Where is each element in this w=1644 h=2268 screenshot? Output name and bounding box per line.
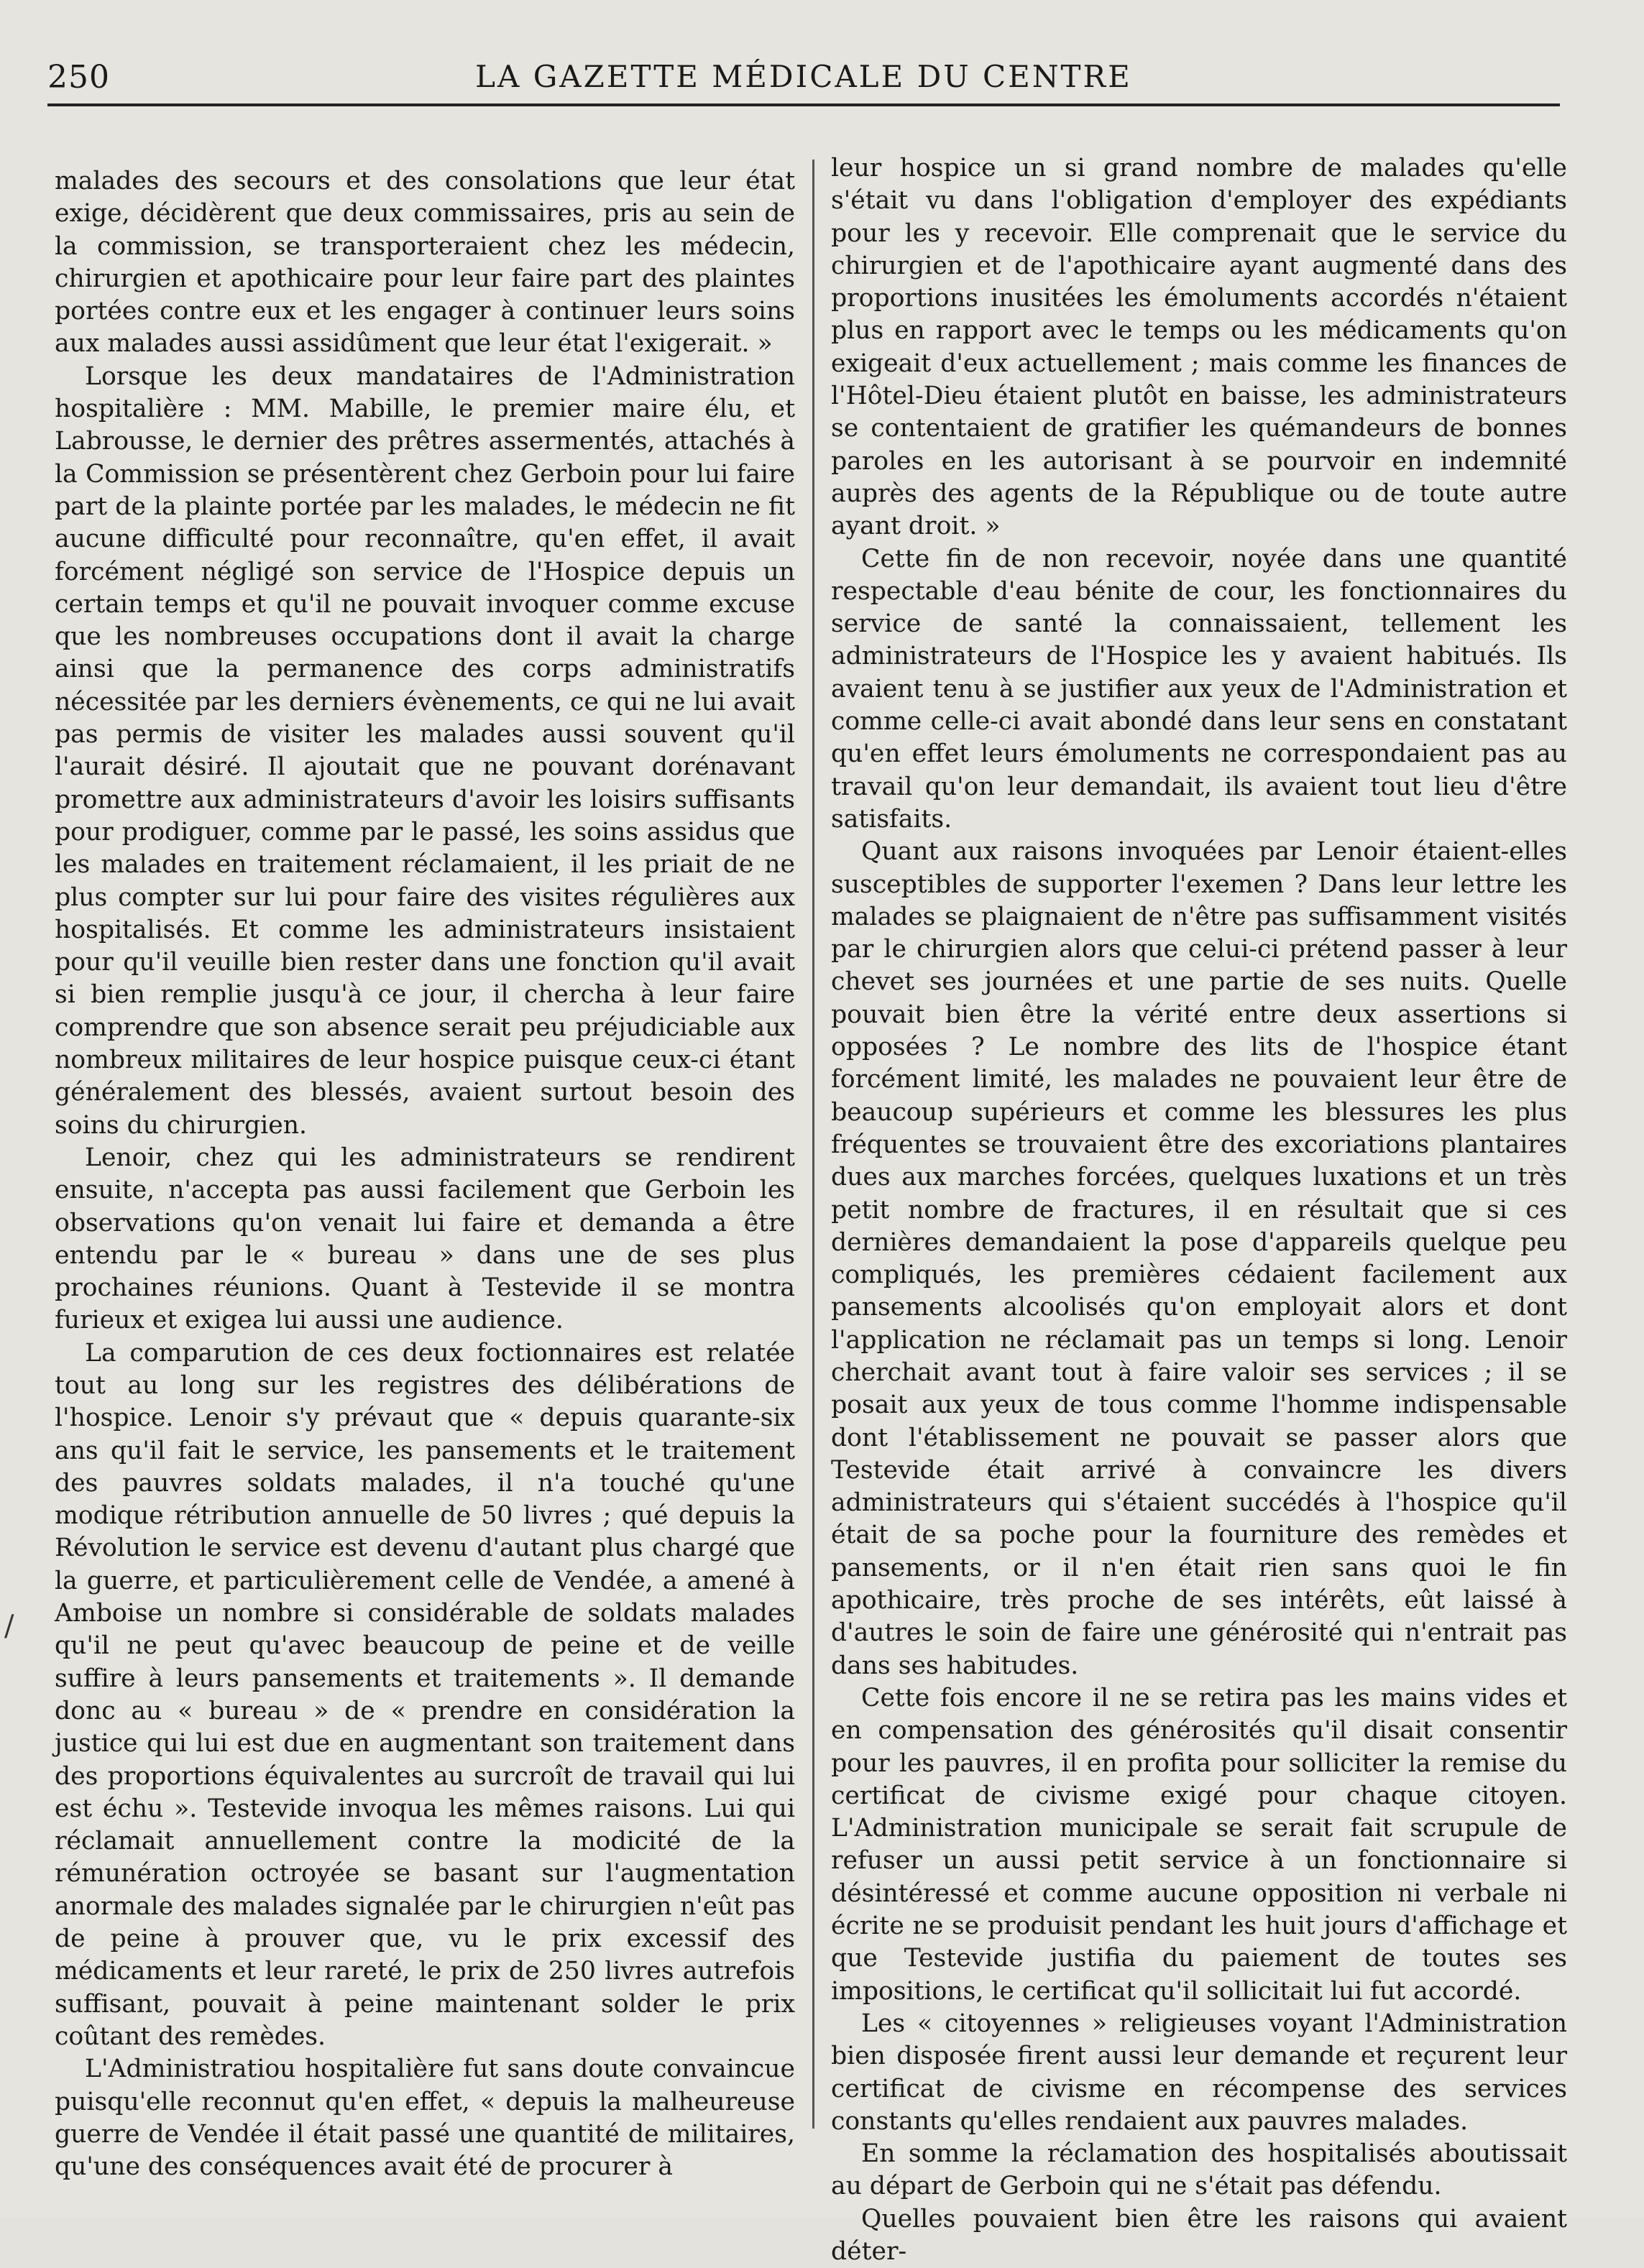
page-header	[47, 56, 1560, 106]
right-paragraph-7: Quelles pouvaient bien être les raisons qui avaient déter-	[831, 2204, 1567, 2266]
left-paragraph-1: malades des secours et des consolations que leur état exige, décidèrent que deux commissaires, pris au sein de la commission, se transporteraient chez les médecin, chirurgien et apothicaire pour leur faire part des plaintes portées contre eux et les engager à continuer leurs soins aux malades aussi assidûment que leur état l'exigerait. »	[55, 167, 795, 359]
column-divider	[812, 160, 814, 2129]
right-paragraph-5: Les « citoyennes » religieuses voyant l'Administration bien disposée firent aussi leur demande et reçurent leur certificat de civisme en récompense des services constants qu'elles rendaient aux pauvres malades.	[831, 2009, 1567, 2136]
left-paragraph-5: L'Administratiou hospitalière fut sans doute convaincue puisqu'elle reconnut qu'en effet, « depuis la malheureuse guerre de Vendée il était passé une quantité de militaires, qu'une des conséquences avait été de procurer à	[55, 2055, 795, 2182]
left-column	[55, 165, 795, 2199]
right-paragraph-4: Cette fois encore il ne se retira pas les mains vides et en compensation des générosités qu'il disait consentir pour les pauvres, il en profita pour solliciter la remise du certificat de civisme exigé pour chaque citoyen. L'Administration municipale se serait fait scrupule de refuser un aussi petit service à un fonctionnaire si désintéressé et comme aucune opposition ni verbale ni écrite ne se produisit pendant les huit jours d'affichage et que Testevide justifia du paiement de toutes ses impositions, le certificat qu'il sollicitait lui fut accordé.	[831, 1683, 1567, 2006]
right-paragraph-6: En somme la réclamation des hospitalisés aboutissait au départ de Gerboin qui ne s'était pas défendu.	[831, 2139, 1567, 2201]
right-paragraph-3: Quant aux raisons invoquées par Lenoir étaient-elles susceptibles de supporter l'exemen ? Dans leur lettre les malades se plaignaient de n'être pas suffisamment visités par le chirurgien alors que celui-ci prétend passer à leur chevet ses journées et une partie de ses nuits. Quelle pouvait bien être la vérité entre deux assertions si opposées ? Le nombre des lits de l'hospice étant forcément limité, les malades ne pouvaient leur être de beaucoup supérieurs et comme les blessures les plus fréquentes se trouvaient être des excoriations plantaires dues aux marches forcées, quelques luxations et un très petit nombre de fractures, il en résultait que si ces dernières demandaient la pose d'appareils quelque peu compliqués, les premières cédaient facilement aux pansements alcoolisés qu'on employait alors et dont l'application ne réclamait pas un temps si long. Lenoir cherchait avant tout à faire valoir ses services ; il se posait aux yeux de tous comme l'homme indispensable dont l'établissement ne pouvait se passer alors que Testevide était arrivé à convaincre les divers administrateurs qui s'étaient succédés à l'hospice qu'il était de sa poche pour la fourniture des remèdes et pansements, or il n'en était rien sans quoi le fin apothicaire, très proche de ses intérêts, eût laissé à d'autres le soin de faire une générosité qui n'entrait pas dans ses habitudes.	[831, 837, 1567, 1680]
journal-title: LA GAZETTE MÉDICALE DU CENTRE	[475, 59, 1132, 94]
right-paragraph-2: Cette fin de non recevoir, noyée dans une quantité respectable d'eau bénite de cour, les fonctionnaires du service de santé la connaissaient, tellement les administrateurs de l'Hospice les y avaient habitués. Ils avaient tenu à se justifier aux yeux de l'Administration et comme celle-ci avait abondé dans leur sens en constatant qu'en effet leurs émoluments ne correspondaient pas au travail qu'on leur demandait, ils avaient tout lieu d'être satisfaits.	[831, 544, 1567, 834]
right-paragraph-1: leur hospice un si grand nombre de malades qu'elle s'était vu dans l'obligation d'employer des expédiants pour les y recevoir. Elle comprenait que le service du chirurgien et de l'apothicaire ayant augmenté dans des proportions inusitées les émoluments accordés n'étaient plus en rapport avec le temps ou les médicaments qu'on exigeait d'eux actuellement ; mais comme les finances de l'Hôtel-Dieu étaient plutôt en baisse, les administrateurs se contentaient de gratifier les quémandeurs de bonnes paroles en les autorisant à se pourvoir en indemnité auprès des agents de la République ou de toute autre ayant droit. »	[831, 154, 1567, 541]
header-rule	[47, 103, 1560, 106]
left-paragraph-4: La comparution de ces deux foctionnaires est relatée tout au long sur les registres des délibérations de l'hospice. Lenoir s'y prévaut que « depuis quarante-six ans qu'il fait le service, les pansements et le traitement des pauvres soldats malades, il n'a touché qu'une modique rétribution annuelle de 50 livres ; qué depuis la Révolution le service est devenu d'autant plus chargé que la guerre, et particulièrement celle de Vendée, a amené à Amboise un nombre si considérable de soldats malades qu'il ne peut qu'avec beaucoup de peine et de veille suffire à leurs pansements et traitements ». Il demande donc au « bureau » de « prendre en considération la justice qui lui est due en augmentant son traitement dans des proportions équivalentes au surcroît de travail qui lui est échu ». Testevide invoqua les mêmes raisons. Lui qui réclamait annuellement contre la modicité de la rémunération octroyée se basant sur l'augmentation anormale des malades signalée par le chirurgien n'eût pas de peine à prouver que, vu le prix excessif des médicaments et leur rareté, le prix de 250 livres autrefois suffisant, pouvait à peine maintenant solder le prix coûtant des remèdes.	[55, 1338, 795, 2051]
right-column	[831, 152, 1567, 2266]
left-paragraph-2: Lorsque les deux mandataires de l'Administration hospitalière : MM. Mabille, le premier maire élu, et Labrousse, le dernier des prêtres assermentés, attachés à la Commission se présentèrent chez Gerboin pour lui faire part de la plainte portée par les malades, le médecin ne fit aucune difficulté pour reconnaître, qu'en effet, il avait forcément négligé son service de l'Hospice depuis un certain temps et qu'il ne pouvait invoquer comme excuse que les nombreuses occupations dont il avait la charge ainsi que la permanence des corps administratifs nécessitée par les derniers évènements, ce qui ne lui avait pas permis de visiter les malades aussi souvent qu'il l'aurait désiré. Il ajoutait que ne pouvant dorénavant promettre aux administrateurs d'avoir les loisirs suffisants pour prodiguer, comme par le passé, les soins assidus que les malades en traitement réclamaient, il les priait de ne plus compter sur lui pour faire des visites régulières aux hospitalisés. Et comme les administrateurs insistaient pour qu'il veuille bien rester dans une fonction qu'il avait si bien remplie jusqu'à ce jour, il chercha à leur faire comprendre que son absence serait peu préjudiciable aux nombreux militaires de leur hospice puisque ceux-ci étant généralement des blessés, avaient surtout besoin des soins du chirurgien.	[55, 361, 795, 1140]
margin-mark: /	[4, 1610, 14, 1643]
left-paragraph-3: Lenoir, chez qui les administrateurs se rendirent ensuite, n'accepta pas aussi facilement que Gerboin les observations qu'on venait lui faire et demanda a être entendu par le « bureau » dans une de ses plus prochaines réunions. Quant à Testevide il se montra furieux et exigea lui aussi une audience.	[55, 1143, 795, 1335]
page-number: 250	[47, 59, 110, 96]
